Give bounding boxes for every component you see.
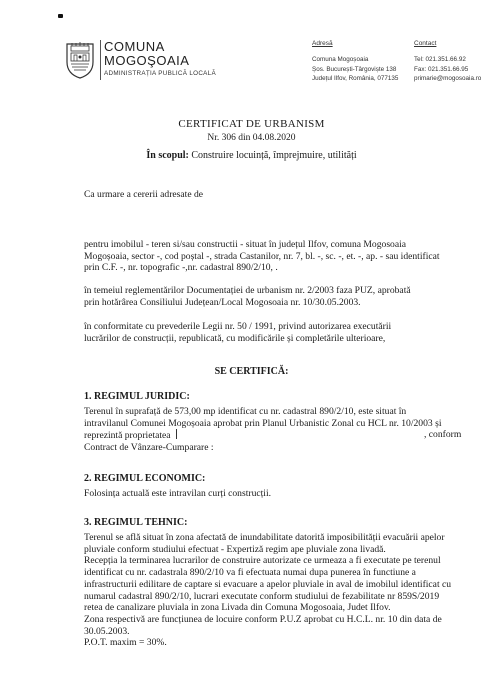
paragraph-line: Contract de Vânzare-Cumparare : — [84, 441, 214, 453]
fax: Fax: 021.351.66.95 — [414, 65, 469, 73]
section-tehnic-heading: 3. REGIMUL TEHNIC: — [84, 517, 188, 528]
law-paragraph — [84, 321, 391, 344]
paragraph-line: identificat cu nr. cadastrala 890/2/10 va fi efectuata numai dupa punerea în functiune a — [84, 567, 416, 579]
paragraph-line: în conformitate cu prevederile Legii nr. 50 / 1991, privind autorizarea executării — [84, 321, 392, 332]
paragraph-line: lucrărilor de construcții, republicată, cu modificările și completările ulterioare, — [84, 332, 386, 344]
paragraph-line: Folosința actuală este intravilan curți construcții. — [84, 488, 272, 499]
coat-of-arms-icon — [63, 40, 97, 80]
purpose-label: În scopul: — [146, 150, 189, 161]
paragraph-line: în temeiul reglementărilor Documentației de urbanism nr. 2/2003 faza PUZ, aprobată — [84, 285, 411, 296]
paragraph-line: numarul cadastral 890/2/10, lucrari executate conform studiului de fezabilitate nr 859S/2019 — [84, 590, 440, 602]
paragraph-line — [84, 429, 462, 442]
paragraph-line: Zona respectivă are funcțiunea de locuire conform P.U.Z aprobat cu H.C.L. nr. 10 din data de — [84, 613, 442, 625]
commune-name — [104, 40, 189, 68]
section-tehnic-body — [84, 532, 451, 649]
address-line: Șos. București-Târgoviște 138 — [312, 65, 397, 73]
paragraph-line: P.O.T. maxim = 30%. — [84, 637, 167, 649]
address-block — [312, 55, 398, 84]
section-economic-body — [84, 488, 271, 500]
section-economic-heading: 2. REGIMUL ECONOMIC: — [84, 473, 206, 484]
admin-label: ADMINISTRAȚIA PUBLICĂ LOCALĂ — [104, 70, 216, 77]
paragraph-line: retea de canalizare pluviala in zona Livada din Comuna Mogosoaia, Judet Ilfov. — [84, 602, 391, 614]
phone: Tel: 021.351.66.92 — [414, 56, 466, 63]
document-title: CERTIFICAT DE URBANISM — [178, 118, 325, 130]
paragraph-line: Terenul se află situat în zona afectată de inundabilitate datorită imposibilității evacuării apelor — [84, 532, 445, 543]
property-paragraph — [84, 239, 495, 274]
purpose-line — [0, 150, 503, 161]
contact-heading: Contact — [414, 40, 437, 47]
regulation-paragraph — [84, 285, 411, 308]
email: primarie@mogosoaia.ro — [414, 75, 482, 82]
contact-block — [414, 55, 481, 84]
paragraph-line: Recepția la terminarea lucrarilor de construire autorizate ce urmeaza a fi executate pe terenul — [84, 555, 441, 567]
certificate-number: Nr. 306 din 04.08.2020 — [207, 133, 296, 143]
paragraph-line: intravilanul Comunei Mogoșoaia aprobat prin Planul Urbanistic Zonal cu HCL nr. 10/2003 și — [84, 417, 442, 429]
intro-line: Ca urmare a cererii adresate de — [84, 189, 204, 200]
paragraph-line: pluviale conform studiului efectuat - Expertiză regim ape pluviale zona livadă. — [84, 543, 386, 555]
conform-text: , conform — [424, 429, 462, 441]
header-divider — [100, 40, 101, 80]
paragraph-line: Terenul în suprafață de 573,00 mp identificat cu nr. cadastral 890/2/10, este situat în — [84, 406, 407, 417]
address-heading: Adresă — [312, 40, 333, 47]
certify-heading: SE CERTIFICĂ: — [214, 366, 289, 377]
owner-label: reprezintă proprietatea — [84, 430, 171, 442]
paragraph-line: prin hotărârea Consiliului Județean/Local Mogosoaia nr. 10/30.05.2003. — [84, 296, 361, 308]
paragraph-line: Mogoșoaia, sector -, cod poștal -, strada Castanilor, nr. 7, bl. -, sc. -, et. -, ap. - sau identificat — [84, 250, 440, 262]
paragraph-line: 30.05.2003. — [84, 625, 130, 637]
address-line: Județul Ilfov, România, 077135 — [312, 75, 399, 82]
paragraph-line: prin C.F. -, nr. topografic -,nr. cadastral 890/2/10, . — [84, 262, 278, 274]
address-line: Comuna Mogoșoaia — [312, 56, 369, 63]
section-juridic-body — [84, 406, 462, 453]
scan-speck — [58, 14, 63, 18]
commune-line2: MOGOŞOAIA — [104, 53, 190, 68]
paragraph-line: pentru imobilul - teren si/sau constructii - situat în județul Ilfov, comuna Mogosoaia — [84, 239, 407, 250]
redacted-owner — [176, 429, 177, 439]
section-juridic-heading: 1. REGIMUL JURIDIC: — [84, 391, 190, 402]
paragraph-line: infrastructurii edilitare de captare si evacuare a apelor pluviale in aval de imobilul identificat cu — [84, 578, 452, 590]
purpose-value: Construire locuință, împrejmuire, utilități — [188, 150, 357, 161]
commune-line1: COMUNA — [104, 39, 165, 54]
